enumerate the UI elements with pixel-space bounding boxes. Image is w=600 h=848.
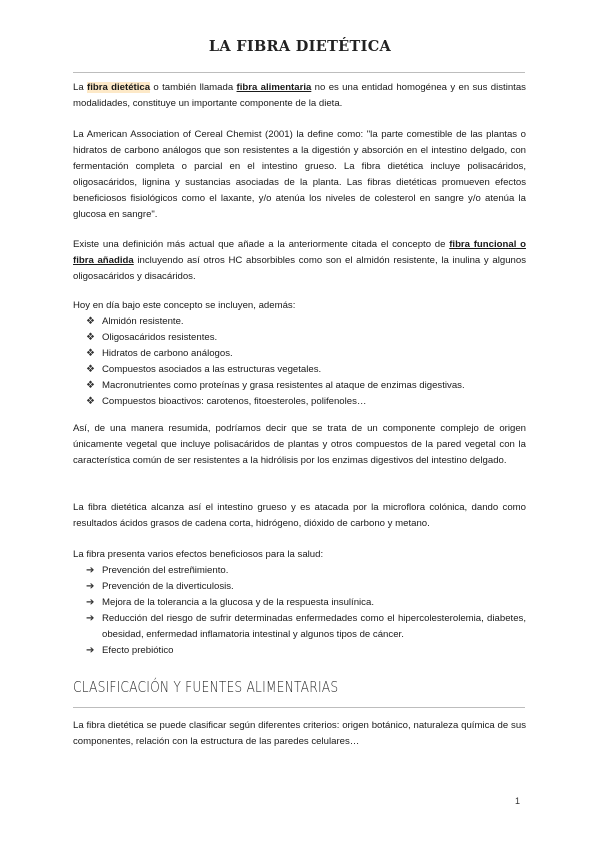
paragraph-benefits: La fibra presenta varios efectos beneficiosos para la salud: — [73, 549, 324, 560]
components-list — [86, 314, 526, 410]
diamond-bullet-icon: ❖ — [86, 332, 95, 343]
list-item-text: Hidratos de carbono análogos. — [102, 348, 233, 359]
functional-text-end: incluyendo así otros HC absorbibles como son el almidón resistente, la inulina y algunos oligosacáridos y disacáridos. — [73, 255, 527, 282]
diamond-bullet-icon: ❖ — [86, 396, 95, 407]
list-item — [86, 595, 526, 611]
list-item — [86, 346, 526, 362]
list-item-text: Reducción del riesgo de sufrir determinadas enfermedades como el hipercolesterolemia, diabetes, obesidad, enfermedad inflamatoria intestinal y algunos tipos de cáncer. — [102, 613, 526, 640]
list-item — [86, 314, 526, 330]
list-item-text: Prevención de la diverticulosis. — [102, 581, 234, 592]
underlined-term: fibra alimentaria — [236, 82, 312, 93]
page-title: LA FIBRA DIETÉTICA — [208, 38, 392, 55]
benefits-list — [86, 563, 526, 659]
list-item-text: Oligosacáridos resistentes. — [102, 332, 218, 343]
arrow-bullet-icon: ➔ — [86, 645, 95, 656]
arrow-bullet-icon: ➔ — [86, 597, 95, 608]
diamond-bullet-icon: ❖ — [86, 364, 95, 375]
arrow-bullet-icon: ➔ — [86, 581, 95, 592]
list-item-text: Almidón resistente. — [102, 316, 184, 327]
list-item-text: Prevención del estreñimiento. — [102, 565, 229, 576]
list-item — [86, 611, 526, 643]
arrow-bullet-icon: ➔ — [86, 613, 95, 624]
highlighted-term: fibra dietética — [87, 82, 151, 93]
list-item-text: Efecto prebiótico — [102, 645, 174, 656]
functional-text-start: Existe una definición más actual que añade a la anteriormente citada el concepto de — [73, 239, 450, 250]
title-divider — [73, 72, 525, 73]
arrow-bullet-icon: ➔ — [86, 565, 95, 576]
intro-text-middle: o también llamada — [150, 82, 237, 93]
paragraph-definition: La American Association of Cereal Chemist (2001) la define como: "la parte comestible de las plantas o hidratos de carbono análogos que son resistentes a la digestión y absorción en el intestino delgado, con fermentación completa o parcial en el intestino grueso. La fibra dietética incluye polisacáridos, oligosacáridos, lignina y sustancias asociadas de la planta. Las fibras dietéticas promueven efectos beneficiosos fisiológicos como el laxante, y/o atenúa los niveles de colesterol en sangre y/o atenúa la glucosa en sangre". — [73, 129, 526, 220]
paragraph-intro — [73, 80, 526, 112]
list-item-text: Compuestos asociados a las estructuras vegetales. — [102, 364, 322, 375]
diamond-bullet-icon: ❖ — [86, 316, 95, 327]
section-divider — [73, 707, 525, 708]
list-item-text: Macronutrientes como proteínas y grasa resistentes al ataque de enzimas digestivas. — [102, 380, 465, 391]
paragraph-functional-fiber — [73, 237, 526, 285]
list-item — [86, 643, 526, 659]
list-item — [86, 394, 526, 410]
intro-text-end: no es una entidad homogénea y en sus distintas modalidades, constituye un importante componente de la dieta. — [73, 82, 526, 109]
list-item — [86, 330, 526, 346]
paragraph-fermentation: La fibra dietética alcanza así el intestino grueso y es atacada por la microflora colónica, dando como resultados ácidos grasos de cadena corta, hidrógeno, dióxido de carbono y metano. — [73, 502, 526, 529]
list-item-text: Compuestos bioactivos: carotenos, fitoesteroles, polifenoles… — [102, 396, 367, 407]
paragraph-summary: Así, de una manera resumida, podríamos decir que se trata de un componente complejo de origen únicamente vegetal que incluye polisacáridos de plantas y otros compuestos de la pared vegetal con la característica común de ser resistentes a la hidrólisis por los enzimas digestivos del intestino delgado. — [73, 423, 526, 466]
list-item — [86, 579, 526, 595]
paragraph-classification: La fibra dietética se puede clasificar según diferentes criterios: origen botánico, naturaleza química de sus componentes, relación con la estructura de las paredes celulares… — [73, 720, 526, 747]
underlined-term: fibra funcional o fibra añadida — [73, 239, 526, 266]
diamond-bullet-icon: ❖ — [86, 348, 95, 359]
list-item — [86, 362, 526, 378]
diamond-bullet-icon: ❖ — [86, 380, 95, 391]
list-item — [86, 563, 526, 579]
list-item-text: Mejora de la tolerancia a la glucosa y de la respuesta insulínica. — [102, 597, 374, 608]
paragraph-includes: Hoy en día bajo este concepto se incluyen, además: — [73, 300, 296, 311]
intro-text-start: La — [73, 82, 88, 93]
page-number: 1 — [515, 796, 521, 806]
section-heading: CLASIFICACIÓN Y FUENTES ALIMENTARIAS — [73, 678, 339, 696]
list-item — [86, 378, 526, 394]
